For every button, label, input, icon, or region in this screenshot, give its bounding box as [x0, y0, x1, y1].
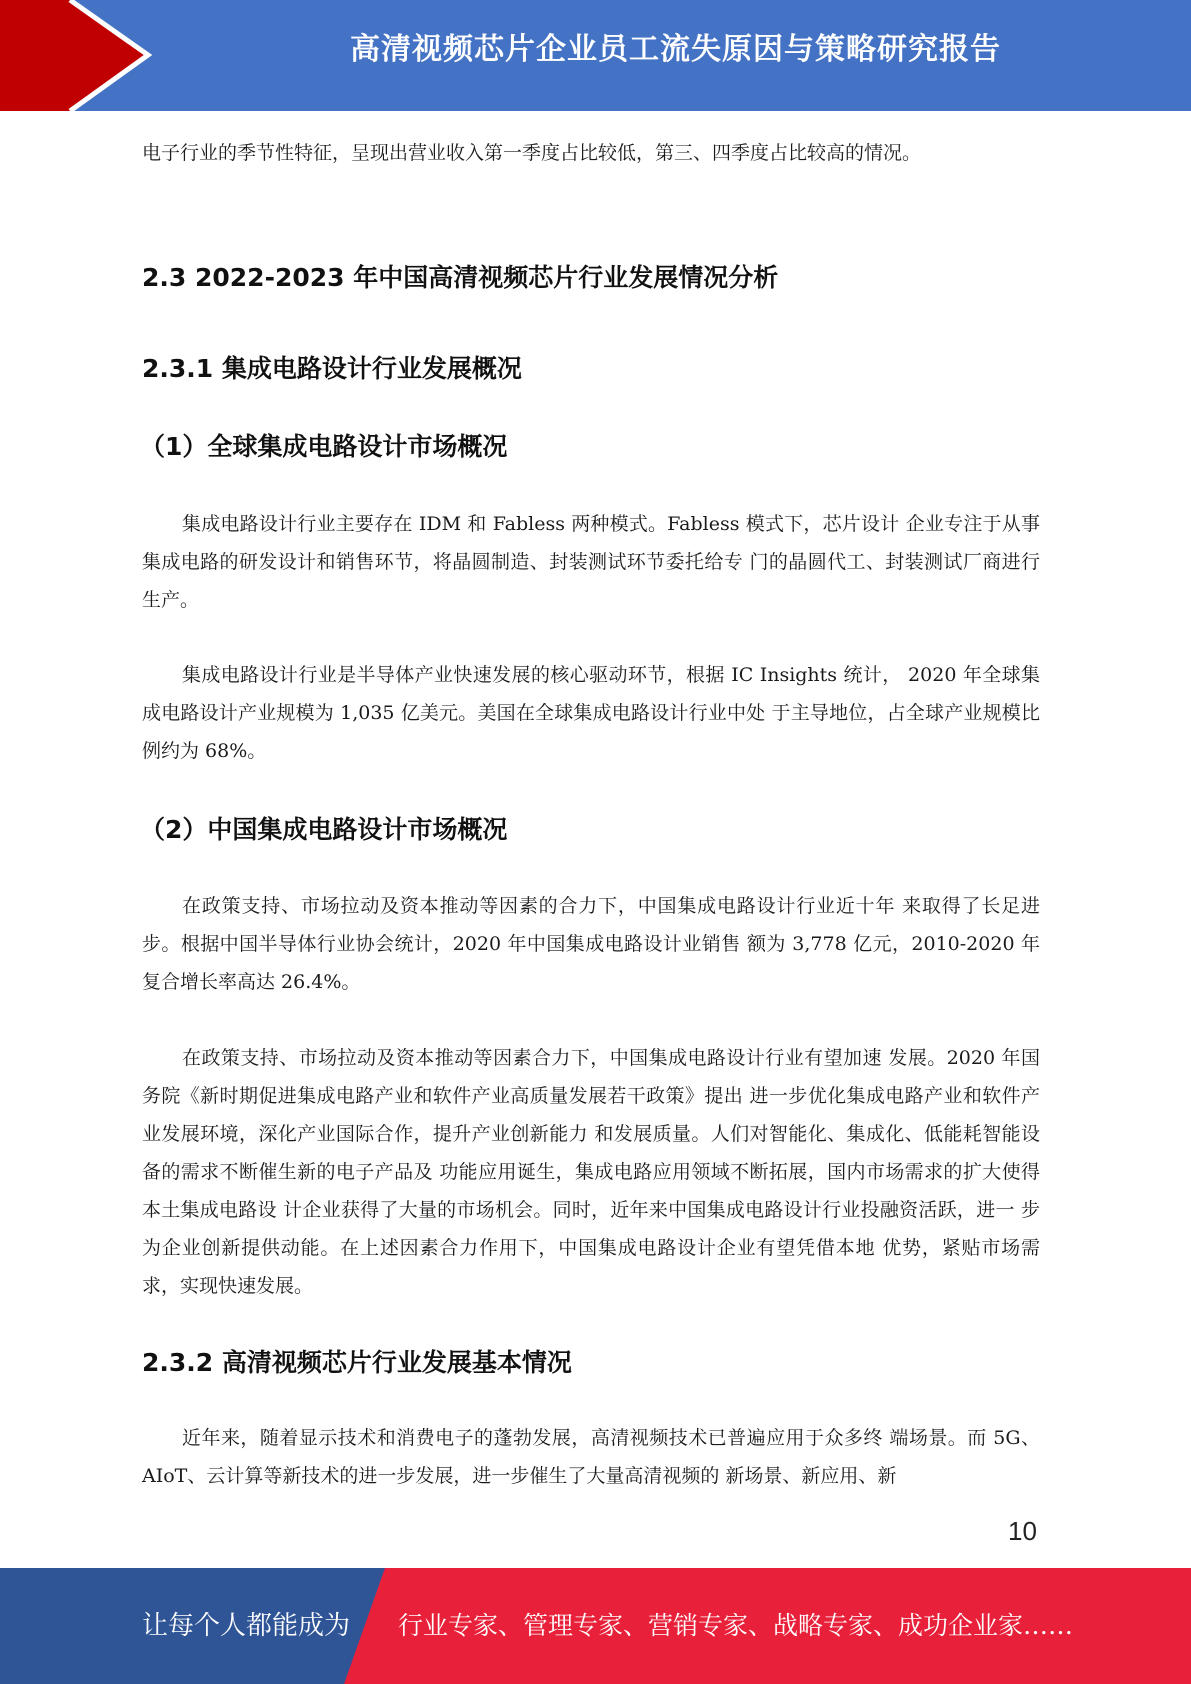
paragraph-china-progress: 在政策支持、市场拉动及资本推动等因素的合力下，中国集成电路设计行业近十年 来取得了长足进步。根据中国半导体行业协会统计，2020 年中国集成电路设计业销售 额为 3,778 亿元，2010-2020 年复合增长率高达 26.4%。	[142, 895, 1040, 993]
header-chevron-decoration	[0, 0, 160, 111]
section-heading-2-3: 2.3 2022-2023 年中国高清视频芯片行业发展情况分析	[142, 263, 779, 292]
header-banner	[0, 0, 1191, 111]
footer-banner	[0, 1568, 1191, 1684]
paragraph-design-modes: 集成电路设计行业主要存在 IDM 和 Fabless 两种模式。Fabless 模式下，芯片设计 企业专注于从事集成电路的研发设计和销售环节，将晶圆制造、封装测试环节委托给专 门的晶圆代工、封装测试厂商进行生产。	[142, 513, 1040, 611]
report-title: 高清视频芯片企业员工流失原因与策略研究报告	[350, 32, 1001, 67]
paragraph-policy-outlook: 在政策支持、市场拉动及资本推动等因素合力下，中国集成电路设计行业有望加速 发展。2020 年国务院《新时期促进集成电路产业和软件产业高质量发展若干政策》提出 进一步优化集成电路产业和软件产业发展环境，深化产业国际合作，提升产业创新能力 和发展质量。人们对智能化、集成化、低能耗智能设备的需求不断催生新的电子产品及 功能应用诞生，集成电路应用领域不断拓展，国内市场需求的扩大使得本土集成电路设 计企业获得了大量的市场机会。同时，近年来中国集成电路设计行业投融资活跃，进一 步为企业创新提供动能。在上述因素合力作用下，中国集成电路设计企业有望凭借本地 优势，紧贴市场需求，实现快速发展。	[142, 1047, 1040, 1297]
paragraph-global-scale: 集成电路设计行业是半导体产业快速发展的核心驱动环节，根据 IC Insights 统计， 2020 年全球集成电路设计产业规模为 1,035 亿美元。美国在全球集成电路设计行业中处 于主导地位，占全球产业规模比例约为 68%。	[142, 664, 1040, 762]
subheading-global-market: （1）全球集成电路设计市场概况	[140, 432, 508, 461]
section-heading-2-3-2: 2.3.2 高清视频芯片行业发展基本情况	[142, 1348, 572, 1377]
intro-paragraph: 电子行业的季节性特征，呈现出营业收入第一季度占比较低，第三、四季度占比较高的情况。	[142, 142, 922, 164]
footer-slogan-right: 行业专家、管理专家、营销专家、战略专家、成功企业家……	[398, 1611, 1074, 1640]
section-heading-2-3-1: 2.3.1 集成电路设计行业发展概况	[142, 354, 522, 383]
subheading-china-market: （2）中国集成电路设计市场概况	[140, 815, 508, 844]
footer-slogan-left: 让每个人都能成为	[142, 1611, 351, 1641]
paragraph-hd-video-chip: 近年来，随着显示技术和消费电子的蓬勃发展，高清视频技术已普遍应用于众多终 端场景。而 5G、AIoT、云计算等新技术的进一步发展，进一步催生了大量高清视频的 新场景、新应用、新	[142, 1427, 1040, 1487]
page-number: 10	[1008, 1516, 1037, 1546]
